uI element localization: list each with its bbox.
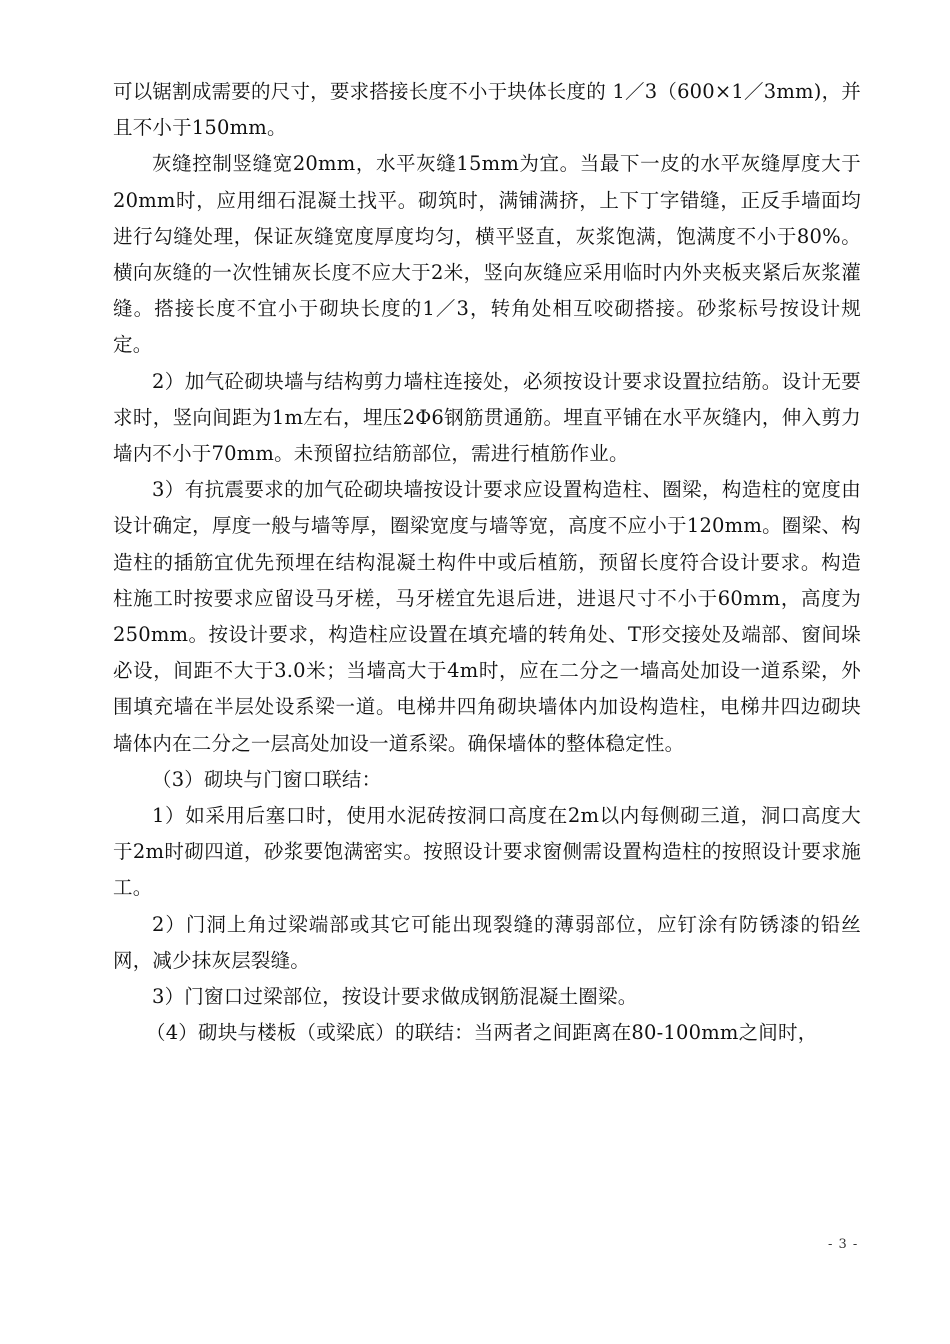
- paragraph-5: （3）砌块与门窗口联结：: [152, 767, 382, 791]
- document-body: [113, 74, 861, 1051]
- paragraph-1: 可以锯割成需要的尺寸，要求搭接长度不小于块体长度的 1／3（600×1／3mm)，并且不小于150mm。: [113, 80, 861, 140]
- paragraph-9: （4）砌块与楼板（或梁底）的联结：当两者之间距离在80-100mm之间时，: [146, 1021, 818, 1045]
- paragraph-6: 1）如采用后塞口时，使用水泥砖按洞口高度在2m以内每侧砌三道，洞口高度大于2m时砌四道，砂浆要饱满密实。按照设计要求窗侧需设置构造柱的按照设计要求施工。: [113, 804, 861, 900]
- paragraph-7: 2）门洞上角过梁端部或其它可能出现裂缝的薄弱部位，应钉涂有防锈漆的铅丝网，减少抹灰层裂缝。: [113, 912, 861, 972]
- paragraph-4: 3）有抗震要求的加气砼砌块墙按设计要求应设置构造柱、圈梁，构造柱的宽度由设计确定，厚度一般与墙等厚，圈梁宽度与墙等宽，高度不应小于120mm。圈梁、构造柱的插筋宜优先预埋在结构混凝土构件中或后植筋，预留长度符合设计要求。构造柱施工时按要求应留设马牙槎，马牙槎宜先退后进，进退尺寸不小于60mm，高度为250mm。按设计要求，构造柱应设置在填充墙的转角处、T形交接处及端部、窗间垛必设，间距不大于3.0米；当墙高大于4m时，应在二分之一墙高处加设一道系梁，外围填充墙在半层处设系梁一道。电梯井四角砌块墙体内加设构造柱，电梯井四边砌块墙体内在二分之一层高处加设一道系梁。确保墙体的整体稳定性。: [113, 478, 861, 755]
- paragraph-3: 2）加气砼砌块墙与结构剪力墙柱连接处，必须按设计要求设置拉结筋。设计无要求时，竖向间距为1m左右，埋压2Φ6钢筋贯通筋。埋直平铺在水平灰缝内，伸入剪力墙内不小于70mm。未预留拉结筋部位，需进行植筋作业。: [113, 369, 861, 466]
- paragraph-8: 3）门窗口过梁部位，按设计要求做成钢筋混凝土圈梁。: [152, 985, 638, 1009]
- paragraph-2: 灰缝控制竖缝宽20mm，水平灰缝15mm为宜。当最下一皮的水平灰缝厚度大于20mm时，应用细石混凝土找平。砌筑时，满铺满挤，上下丁字错缝，正反手墙面均进行勾缝处理，保证灰缝宽度厚度均匀，横平竖直，灰浆饱满，饱满度不小于80%。横向灰缝的一次性铺灰长度不应大于2米，竖向灰缝应采用临时内外夹板夹紧后灰浆灌缝。搭接长度不宜小于砌块长度的1／3，转角处相互咬砌搭接。砂浆标号按设计规定。: [113, 152, 861, 357]
- page-number: - 3 -: [828, 1237, 859, 1252]
